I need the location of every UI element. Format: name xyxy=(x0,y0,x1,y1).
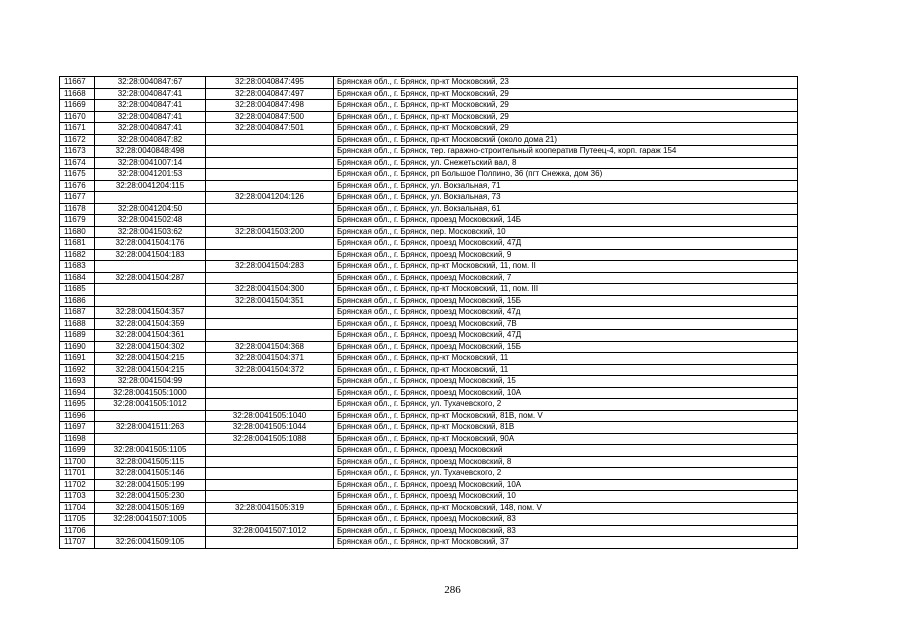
row-number-cell: 11668 xyxy=(60,88,95,100)
land-cadastral-number-cell: 32:28:0041204:115 xyxy=(95,180,206,192)
object-cadastral-number-cell xyxy=(206,445,334,457)
table-row xyxy=(60,123,798,135)
registry-table xyxy=(59,76,798,549)
row-number-cell: 11674 xyxy=(60,157,95,169)
row-number-cell: 11670 xyxy=(60,111,95,123)
table-row xyxy=(60,376,798,388)
address-cell: Брянская обл., г. Брянск, проезд Московский, 10А xyxy=(334,479,798,491)
table-row xyxy=(60,203,798,215)
address-cell: Брянская обл., г. Брянск, пр-кт Московский, 81В, пом. V xyxy=(334,410,798,422)
object-cadastral-number-cell xyxy=(206,249,334,261)
table-row xyxy=(60,433,798,445)
row-number-cell: 11688 xyxy=(60,318,95,330)
address-cell: Брянская обл., г. Брянск, пр-кт Московский, 37 xyxy=(334,537,798,549)
table-row xyxy=(60,284,798,296)
address-cell: Брянская обл., г. Брянск, проезд Московский, 47Д xyxy=(334,330,798,342)
object-cadastral-number-cell xyxy=(206,169,334,181)
row-number-cell: 11697 xyxy=(60,422,95,434)
object-cadastral-number-cell xyxy=(206,238,334,250)
land-cadastral-number-cell: 32:28:0040848:498 xyxy=(95,146,206,158)
table-row xyxy=(60,468,798,480)
object-cadastral-number-cell xyxy=(206,514,334,526)
land-cadastral-number-cell: 32:28:0040847:41 xyxy=(95,100,206,112)
row-number-cell: 11703 xyxy=(60,491,95,503)
land-cadastral-number-cell: 32:28:0041505:1012 xyxy=(95,399,206,411)
object-cadastral-number-cell: 32:28:0041504:372 xyxy=(206,364,334,376)
address-cell: Брянская обл., г. Брянск, ул. Вокзальная, 71 xyxy=(334,180,798,192)
land-cadastral-number-cell: 32:28:0041505:115 xyxy=(95,456,206,468)
table-row xyxy=(60,387,798,399)
row-number-cell: 11704 xyxy=(60,502,95,514)
address-cell: Брянская обл., г. Брянск, пер. Московский, 10 xyxy=(334,226,798,238)
table-row xyxy=(60,537,798,549)
land-cadastral-number-cell: 32:28:0041505:199 xyxy=(95,479,206,491)
table-row xyxy=(60,100,798,112)
object-cadastral-number-cell: 32:28:0040847:500 xyxy=(206,111,334,123)
address-cell: Брянская обл., г. Брянск, ул. Снежетьский вал, 8 xyxy=(334,157,798,169)
table-row xyxy=(60,341,798,353)
row-number-cell: 11685 xyxy=(60,284,95,296)
row-number-cell: 11678 xyxy=(60,203,95,215)
address-cell: Брянская обл., г. Брянск, проезд Московский, 9 xyxy=(334,249,798,261)
row-number-cell: 11692 xyxy=(60,364,95,376)
object-cadastral-number-cell xyxy=(206,157,334,169)
row-number-cell: 11693 xyxy=(60,376,95,388)
land-cadastral-number-cell: 32:28:0041502:48 xyxy=(95,215,206,227)
table-row xyxy=(60,272,798,284)
address-cell: Брянская обл., г. Брянск, проезд Московский, 15 xyxy=(334,376,798,388)
address-cell: Брянская обл., г. Брянск, проезд Московский, 47Д xyxy=(334,238,798,250)
address-cell: Брянская обл., г. Брянск, пр-кт Московский, 11 xyxy=(334,353,798,365)
row-number-cell: 11706 xyxy=(60,525,95,537)
object-cadastral-number-cell xyxy=(206,456,334,468)
object-cadastral-number-cell xyxy=(206,399,334,411)
table-row xyxy=(60,146,798,158)
row-number-cell: 11698 xyxy=(60,433,95,445)
row-number-cell: 11696 xyxy=(60,410,95,422)
table-row xyxy=(60,456,798,468)
land-cadastral-number-cell: 32:28:0041505:169 xyxy=(95,502,206,514)
object-cadastral-number-cell xyxy=(206,491,334,503)
row-number-cell: 11699 xyxy=(60,445,95,457)
row-number-cell: 11689 xyxy=(60,330,95,342)
land-cadastral-number-cell: 32:28:0041504:287 xyxy=(95,272,206,284)
land-cadastral-number-cell: 32:28:0041503:62 xyxy=(95,226,206,238)
object-cadastral-number-cell: 32:28:0041507:1012 xyxy=(206,525,334,537)
address-cell: Брянская обл., г. Брянск, проезд Московский, 47д xyxy=(334,307,798,319)
land-cadastral-number-cell: 32:28:0041504:176 xyxy=(95,238,206,250)
land-cadastral-number-cell: 32:28:0041504:302 xyxy=(95,341,206,353)
table-row xyxy=(60,330,798,342)
land-cadastral-number-cell: 32:28:0040847:67 xyxy=(95,77,206,89)
address-cell: Брянская обл., г. Брянск, проезд Московский, 7В xyxy=(334,318,798,330)
land-cadastral-number-cell: 32:28:0041504:99 xyxy=(95,376,206,388)
row-number-cell: 11667 xyxy=(60,77,95,89)
table-row xyxy=(60,226,798,238)
land-cadastral-number-cell: 32:28:0041204:50 xyxy=(95,203,206,215)
address-cell: Брянская обл., г. Брянск, проезд Московский, 83 xyxy=(334,514,798,526)
address-cell: Брянская обл., г. Брянск, пр-кт Московский, 11, пом. II xyxy=(334,261,798,273)
object-cadastral-number-cell xyxy=(206,376,334,388)
object-cadastral-number-cell xyxy=(206,387,334,399)
land-cadastral-number-cell xyxy=(95,525,206,537)
row-number-cell: 11702 xyxy=(60,479,95,491)
object-cadastral-number-cell: 32:28:0040847:498 xyxy=(206,100,334,112)
address-cell: Брянская обл., г. Брянск, проезд Московский, 15Б xyxy=(334,341,798,353)
row-number-cell: 11672 xyxy=(60,134,95,146)
table-row xyxy=(60,491,798,503)
land-cadastral-number-cell: 32:28:0040847:41 xyxy=(95,123,206,135)
object-cadastral-number-cell: 32:28:0041204:126 xyxy=(206,192,334,204)
row-number-cell: 11669 xyxy=(60,100,95,112)
address-cell: Брянская обл., г. Брянск, ул. Вокзальная, 61 xyxy=(334,203,798,215)
row-number-cell: 11695 xyxy=(60,399,95,411)
address-cell: Брянская обл., г. Брянск, пр-кт Московский, 23 xyxy=(334,77,798,89)
object-cadastral-number-cell xyxy=(206,318,334,330)
row-number-cell: 11677 xyxy=(60,192,95,204)
row-number-cell: 11694 xyxy=(60,387,95,399)
land-cadastral-number-cell xyxy=(95,295,206,307)
row-number-cell: 11680 xyxy=(60,226,95,238)
row-number-cell: 11705 xyxy=(60,514,95,526)
land-cadastral-number-cell xyxy=(95,410,206,422)
object-cadastral-number-cell: 32:28:0041505:1044 xyxy=(206,422,334,434)
row-number-cell: 11701 xyxy=(60,468,95,480)
address-cell: Брянская обл., г. Брянск, проезд Московский xyxy=(334,445,798,457)
table-row xyxy=(60,169,798,181)
table-row xyxy=(60,410,798,422)
row-number-cell: 11691 xyxy=(60,353,95,365)
table-row xyxy=(60,525,798,537)
object-cadastral-number-cell: 32:28:0041505:1088 xyxy=(206,433,334,445)
object-cadastral-number-cell xyxy=(206,134,334,146)
table-row xyxy=(60,399,798,411)
address-cell: Брянская обл., г. Брянск, проезд Московский, 10А xyxy=(334,387,798,399)
table-row xyxy=(60,514,798,526)
land-cadastral-number-cell: 32:28:0041507:1005 xyxy=(95,514,206,526)
object-cadastral-number-cell: 32:28:0041504:371 xyxy=(206,353,334,365)
land-cadastral-number-cell: 32:28:0041504:359 xyxy=(95,318,206,330)
object-cadastral-number-cell xyxy=(206,468,334,480)
land-cadastral-number-cell: 32:28:0040847:82 xyxy=(95,134,206,146)
row-number-cell: 11690 xyxy=(60,341,95,353)
address-cell: Брянская обл., г. Брянск, пр-кт Московский, 29 xyxy=(334,123,798,135)
row-number-cell: 11673 xyxy=(60,146,95,158)
land-cadastral-number-cell xyxy=(95,284,206,296)
table-row xyxy=(60,307,798,319)
land-cadastral-number-cell: 32:28:0041201:53 xyxy=(95,169,206,181)
address-cell: Брянская обл., г. Брянск, пр-кт Московский, 29 xyxy=(334,88,798,100)
object-cadastral-number-cell: 32:28:0041505:319 xyxy=(206,502,334,514)
row-number-cell: 11683 xyxy=(60,261,95,273)
table-row xyxy=(60,192,798,204)
object-cadastral-number-cell: 32:28:0041503:200 xyxy=(206,226,334,238)
object-cadastral-number-cell: 32:28:0041504:351 xyxy=(206,295,334,307)
land-cadastral-number-cell: 32:28:0041504:361 xyxy=(95,330,206,342)
land-cadastral-number-cell: 32:26:0041509:105 xyxy=(95,537,206,549)
table-row xyxy=(60,353,798,365)
address-cell: Брянская обл., г. Брянск, пр-кт Московский, 90А xyxy=(334,433,798,445)
address-cell: Брянская обл., г. Брянск, проезд Московский, 8 xyxy=(334,456,798,468)
table-row xyxy=(60,157,798,169)
address-cell: Брянская обл., г. Брянск, проезд Московский, 14Б xyxy=(334,215,798,227)
table-row xyxy=(60,445,798,457)
land-cadastral-number-cell: 32:28:0041504:183 xyxy=(95,249,206,261)
row-number-cell: 11686 xyxy=(60,295,95,307)
land-cadastral-number-cell: 32:28:0041505:1105 xyxy=(95,445,206,457)
address-cell: Брянская обл., г. Брянск, пр-кт Московский, 148, пом. V xyxy=(334,502,798,514)
table-row xyxy=(60,215,798,227)
table-row xyxy=(60,479,798,491)
address-cell: Брянская обл., г. Брянск, тер. гаражно-строительный кооператив Путеец-4, корп. гараж 154 xyxy=(334,146,798,158)
table-row xyxy=(60,134,798,146)
address-cell: Брянская обл., г. Брянск, пр-кт Московский, 11 xyxy=(334,364,798,376)
address-cell: Брянская обл., г. Брянск, проезд Московский, 10 xyxy=(334,491,798,503)
object-cadastral-number-cell: 32:28:0041504:283 xyxy=(206,261,334,273)
address-cell: Брянская обл., г. Брянск, ул. Тухачевского, 2 xyxy=(334,399,798,411)
row-number-cell: 11707 xyxy=(60,537,95,549)
row-number-cell: 11679 xyxy=(60,215,95,227)
table-row xyxy=(60,364,798,376)
land-cadastral-number-cell: 32:28:0040847:41 xyxy=(95,88,206,100)
object-cadastral-number-cell: 32:28:0040847:495 xyxy=(206,77,334,89)
row-number-cell: 11675 xyxy=(60,169,95,181)
object-cadastral-number-cell xyxy=(206,307,334,319)
land-cadastral-number-cell xyxy=(95,433,206,445)
row-number-cell: 11687 xyxy=(60,307,95,319)
object-cadastral-number-cell xyxy=(206,203,334,215)
row-number-cell: 11684 xyxy=(60,272,95,284)
object-cadastral-number-cell xyxy=(206,537,334,549)
address-cell: Брянская обл., г. Брянск, проезд Московский, 83 xyxy=(334,525,798,537)
address-cell: Брянская обл., г. Брянск, проезд Московский, 15Б xyxy=(334,295,798,307)
object-cadastral-number-cell: 32:28:0041504:300 xyxy=(206,284,334,296)
address-cell: Брянская обл., г. Брянск, проезд Московский, 7 xyxy=(334,272,798,284)
address-cell: Брянская обл., г. Брянск, пр-кт Московский (около дома 21) xyxy=(334,134,798,146)
address-cell: Брянская обл., г. Брянск, рп Большое Полпино, 36 (пгт Снежка, дом 36) xyxy=(334,169,798,181)
address-cell: Брянская обл., г. Брянск, пр-кт Московский, 29 xyxy=(334,111,798,123)
page-number: 286 xyxy=(444,584,461,596)
land-cadastral-number-cell: 32:28:0041504:215 xyxy=(95,353,206,365)
land-cadastral-number-cell: 32:28:0041511:263 xyxy=(95,422,206,434)
table-row xyxy=(60,88,798,100)
row-number-cell: 11676 xyxy=(60,180,95,192)
land-cadastral-number-cell: 32:28:0040847:41 xyxy=(95,111,206,123)
land-cadastral-number-cell xyxy=(95,261,206,273)
address-cell: Брянская обл., г. Брянск, ул. Тухачевского, 2 xyxy=(334,468,798,480)
land-cadastral-number-cell: 32:28:0041505:230 xyxy=(95,491,206,503)
land-cadastral-number-cell: 32:28:0041505:146 xyxy=(95,468,206,480)
object-cadastral-number-cell: 32:28:0041504:368 xyxy=(206,341,334,353)
row-number-cell: 11671 xyxy=(60,123,95,135)
object-cadastral-number-cell xyxy=(206,180,334,192)
table-row xyxy=(60,249,798,261)
address-cell: Брянская обл., г. Брянск, пр-кт Московский, 11, пом. III xyxy=(334,284,798,296)
address-cell: Брянская обл., г. Брянск, пр-кт Московский, 81В xyxy=(334,422,798,434)
row-number-cell: 11700 xyxy=(60,456,95,468)
object-cadastral-number-cell: 32:28:0040847:501 xyxy=(206,123,334,135)
land-cadastral-number-cell: 32:28:0041007:14 xyxy=(95,157,206,169)
object-cadastral-number-cell: 32:28:0040847:497 xyxy=(206,88,334,100)
object-cadastral-number-cell xyxy=(206,330,334,342)
table-row xyxy=(60,502,798,514)
address-cell: Брянская обл., г. Брянск, пр-кт Московский, 29 xyxy=(334,100,798,112)
table-row xyxy=(60,295,798,307)
table-row xyxy=(60,111,798,123)
land-cadastral-number-cell xyxy=(95,192,206,204)
table-row xyxy=(60,261,798,273)
object-cadastral-number-cell xyxy=(206,272,334,284)
table-row xyxy=(60,180,798,192)
table-row xyxy=(60,318,798,330)
table-row xyxy=(60,77,798,89)
address-cell: Брянская обл., г. Брянск, ул. Вокзальная, 73 xyxy=(334,192,798,204)
registry-table-body xyxy=(60,77,798,549)
object-cadastral-number-cell: 32:28:0041505:1040 xyxy=(206,410,334,422)
row-number-cell: 11681 xyxy=(60,238,95,250)
object-cadastral-number-cell xyxy=(206,146,334,158)
land-cadastral-number-cell: 32:28:0041505:1000 xyxy=(95,387,206,399)
object-cadastral-number-cell xyxy=(206,215,334,227)
land-cadastral-number-cell: 32:28:0041504:357 xyxy=(95,307,206,319)
row-number-cell: 11682 xyxy=(60,249,95,261)
table-row xyxy=(60,422,798,434)
land-cadastral-number-cell: 32:28:0041504:215 xyxy=(95,364,206,376)
object-cadastral-number-cell xyxy=(206,479,334,491)
table-row xyxy=(60,238,798,250)
